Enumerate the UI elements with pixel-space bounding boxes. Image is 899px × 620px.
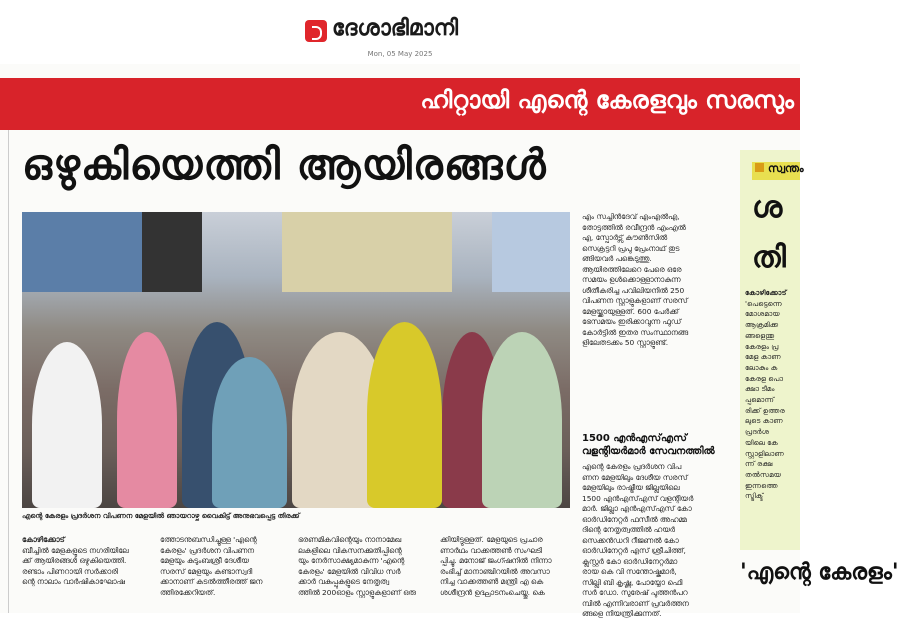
- article-line: തോട്ടത്തിൽ രവീന്ദ്രൻ എംഎൽ: [582, 222, 686, 232]
- kicker-headline: ഹിറ്റായി എന്റെ കേരളവും സരസും: [420, 86, 794, 114]
- person: [367, 322, 442, 508]
- article-line: ദിന്റെ നേതൃത്വത്തിൽ ഹയർ: [582, 525, 675, 534]
- stall-booth: [142, 212, 202, 292]
- article-line: ഓർഡിനേറ്റർ എസ് ശ്രീചിത്ത്,: [582, 546, 686, 555]
- sidebar-line: പ്രദർശ: [745, 427, 769, 437]
- article-line: ക്കാർ വകുപ്പുകളുടെ നേതൃത്വ: [298, 577, 390, 586]
- person: [212, 357, 287, 508]
- article-column-3: [298, 535, 432, 598]
- photo-caption: എന്റെ കേരളം പ്രദർശന വിപണന മേളയിൽ ഞായറാഴ്ച വൈകിട്ട് അനുഭവപ്പെട്ട തിരക്ക്: [22, 512, 300, 520]
- article-column-2: [160, 535, 290, 598]
- article-line: സെക്കൻഡറി റീജണൽ കോ: [582, 535, 679, 545]
- article-line: ശീതീകരിച്ച പവിലിയനിൽ 250: [582, 285, 685, 295]
- stall-booth: [282, 212, 452, 292]
- sidebar-line: കേരള പൊ: [745, 373, 784, 383]
- article-line: പ്പിച്ചു. മനോജ് ജംഗ്ഷനിൽ നിന്നാ: [440, 556, 552, 565]
- article-line: ഓർഡിനേറ്റർ ഫസീൽ അഹമ്മ: [582, 514, 687, 524]
- sidebar-article: [745, 288, 800, 502]
- sidebar-headline-line-1: ശ: [752, 190, 783, 225]
- article-dateline: കോഴിക്കോട്: [22, 535, 65, 544]
- article-column-4: [440, 535, 575, 598]
- sidebar-line: 'പെട്ടെന്നെ: [745, 298, 782, 308]
- article-line: ക്കാനാണ് കടൽത്തീരത്ത് ജന: [160, 577, 263, 586]
- masthead: [0, 0, 800, 64]
- article-line: സമയം ഉൾക്കൊള്ളാനാകുന്ന: [582, 275, 681, 284]
- sidebar-line: സ്ട്രിക്ട്: [745, 491, 764, 501]
- article-line: നിച്ച വാക്കത്തൺ മന്ത്രി എ കെ: [440, 577, 544, 586]
- sidebar-quote-headline: 'എന്റെ കേരളം': [740, 560, 899, 585]
- article-line: ത്തോടനുബന്ധിച്ചുള്ള 'എന്റെ: [160, 535, 257, 544]
- sidebar-line: രിക്ക് ഉത്തര: [745, 405, 785, 415]
- article-line: രണ്ടാം പിണറായി സർക്കാരി: [22, 566, 118, 576]
- stall-booth: [492, 212, 570, 292]
- article-line: ലകളിലെ വികസനക്കുതിപ്പിന്റെ: [298, 545, 402, 555]
- sidebar-line: മേള കാണ: [745, 352, 781, 362]
- article-line: ശശീന്ദ്രൻ ഉദ്ഘാടനംചെയ്തു. കെ: [440, 587, 545, 597]
- sidebar-line: ആക്രമിക്ക: [745, 320, 779, 330]
- article-line: ളിലേതടക്കം 50 സ്റ്റാളുണ്ട്.: [582, 338, 669, 347]
- article-line: മേളയും കുടുംബശ്രീ ദേശീയ: [160, 556, 249, 565]
- edition-date: Mon, 05 May 2025: [367, 50, 433, 58]
- sidebar-line: ങ്ങളെന്തു: [745, 330, 775, 340]
- article-column-5-bottom: [582, 462, 732, 620]
- main-headline: ഒഴുകിയെത്തി ആയിരങ്ങൾ: [22, 140, 547, 189]
- article-line: ബീച്ചിൽ മേളകളുടെ നഗരിയിലേ: [22, 545, 129, 555]
- article-line: കോർട്ടിൽ ഇതര സംസ്ഥാനങ്ങ: [582, 327, 689, 337]
- article-line: സെക്രട്ടറി പ്രപു പ്രേംനാഥ് തുട: [582, 243, 680, 253]
- sidebar-line: പ്പമൊന്ന്: [745, 395, 775, 405]
- article-line: മേളയിലും രാഷ്ട്രീയ ജില്ലയിലെ: [582, 483, 680, 492]
- column-divider: [8, 130, 9, 613]
- article-column-5-top: [582, 212, 732, 349]
- sidebar-line: തൽസമയ: [745, 469, 781, 479]
- person: [117, 332, 177, 508]
- article-line: ക്ലസ്റ്റർ കോ ഓർഡിനേറ്റർമാ: [582, 556, 678, 566]
- article-line: ആയിരത്തിലേറെ പേരെ ഒരേ: [582, 264, 682, 274]
- article-line: ത്തിൽ 200ഓളം സ്റ്റാളുകളാണ് ഒരു: [298, 587, 416, 597]
- stall-booth: [22, 212, 142, 292]
- article-line: ങ്ങിയവർ പങ്കെടുത്തു.: [582, 254, 652, 263]
- sidebar-line: സ്റ്റാളിലാണ: [745, 448, 784, 458]
- article-line: സില്ലി ബി കൃഷ്ണ, പോയ്യോ ഫെി: [582, 577, 683, 587]
- article-line: രംഭിച്ച് മാനാഞ്ചിറയിൽ അവസാ: [440, 566, 550, 576]
- crowd-photo: [22, 212, 570, 508]
- article-line: ക്കിയിട്ടുള്ളത്. മേളയുടെ പ്രചാര: [440, 535, 543, 544]
- sidebar-line: മോശമായ: [745, 309, 780, 319]
- article-line: ഭേസമയം ഇരിക്കാവുന്ന ഫുഡ്: [582, 317, 682, 326]
- article-line: ങ്ങളെ നിയന്ത്രിക്കുന്നത്.: [582, 609, 662, 618]
- article-line: ത്തിരക്കേറിയത്.: [160, 587, 216, 597]
- sidebar-line: ലോകും ക: [745, 362, 778, 372]
- sidebar-line: ക്ഷാ ടീമം: [745, 384, 775, 394]
- article-line: ക്ക് ആയിരങ്ങൾ ഒഴുകിയെത്തി.: [22, 556, 127, 565]
- article-line: രായ കെ വി സന്തോഷ്കുമാർ,: [582, 567, 677, 576]
- sidebar-line: ന്ന് രക്ഷ: [745, 459, 773, 469]
- article-line: എ, സ്പോർട്സ് കൗൺസിൽ: [582, 233, 668, 242]
- sidebar-dateline: കോഴിക്കോട്: [745, 288, 787, 297]
- article-column-1: [22, 535, 150, 588]
- article-line: സരസ് മേളയും കണ്ടാസ്വദി: [160, 566, 253, 576]
- sidebar-line: ലുടെ കാണ: [745, 416, 783, 426]
- article-line: ഭരണമികവിന്റെയും നാനാമേഖ: [298, 535, 402, 544]
- article-line: ണന മേളയിലും ദേശീയ സരസ്: [582, 472, 688, 482]
- article-line: കേരളം' പ്രദർശന വിപണന: [160, 545, 254, 555]
- article-line: യും നേർസാക്ഷ്യമാകുന്ന 'എന്റെ: [298, 556, 405, 565]
- article-line: സർ ഡോ. സുരേഷ് പുത്തൻപറ: [582, 588, 688, 597]
- deshabhimani-logo-icon: [305, 20, 327, 42]
- sidebar-headline-line-2: തി: [752, 240, 786, 275]
- article-subhead: 1500 എൻഎസ്എസ് വളന്റിയർമാർ സേവനത്തിൽ: [582, 433, 715, 457]
- sidebar-line: യിലെ കേ: [745, 437, 778, 447]
- article-line: എന്റെ കേരളം പ്രദർശന വിപ: [582, 462, 682, 471]
- person: [482, 332, 562, 508]
- article-line: എം സച്ചിൻദേവ് എംഎൽഎ,: [582, 212, 680, 221]
- person: [32, 342, 102, 508]
- article-line: ന്റെ നാലാം വാർഷികാഘോഷ: [22, 577, 125, 586]
- article-line: കേരളം' മേളയിൽ വിവിധ സർ: [298, 566, 401, 576]
- article-line: ണാർഥം വാക്കത്തൺ സംഘടി: [440, 545, 543, 555]
- sidebar-line: ഇന്നത്തെ: [745, 480, 778, 490]
- article-line: മേളയ്ക്കായുള്ളത്. 600 പേർക്ക്: [582, 306, 679, 316]
- article-line: വിപണന സ്റ്റാളുകളാണ് സരസ്: [582, 296, 688, 305]
- article-line: 1500 എൻഎസ്എസ് വളന്റിയർ: [582, 493, 694, 503]
- sidebar-line: കേരളം പ്ര: [745, 341, 779, 351]
- article-line: മ്പിൽ എന്നിവരാണ് പ്രവർത്തന: [582, 598, 689, 608]
- newspaper-logo: ദേശാഭിമാനി: [332, 16, 459, 41]
- article-line: മാർ. ജില്ലാ എൻഎസ്എസ് കോ: [582, 504, 692, 513]
- sidebar-tag: സ്വന്തം: [752, 162, 800, 180]
